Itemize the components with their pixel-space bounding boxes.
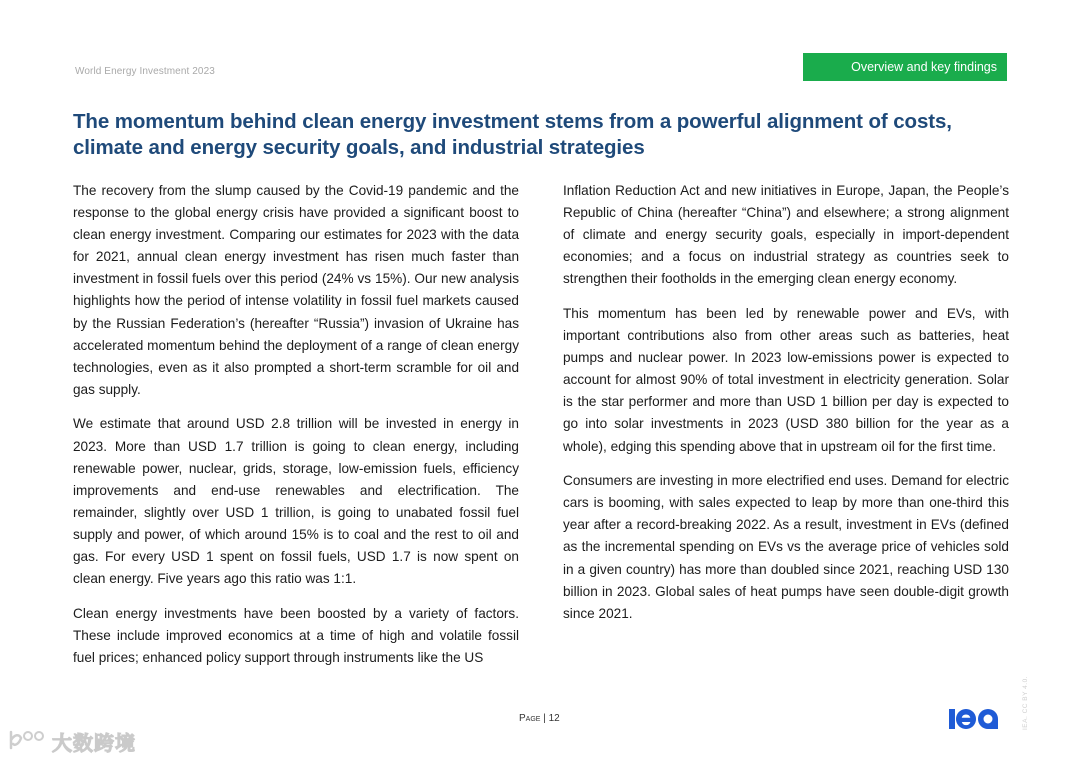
paragraph: We estimate that around USD 2.8 trillion will be invested in energy in 2023. More than USD 1.7 trillion is going to clean energy, including renewable power, nuclear, grids, storage, low-emission fuels, efficiency improvements and end-use renewables and electrification. The remainder, slightly over USD 1 trillion, is going to unabated fossil fuel supply and power, of which around 15% is to coal and the rest to oil and gas. For every USD 1 spent on fossil fuels, USD 1.7 is now spent on clean energy. Five years ago this ratio was 1:1.	[73, 416, 519, 587]
watermark	[8, 726, 136, 756]
iea-logo	[948, 703, 1008, 731]
section-tab: Overview and key findings	[803, 53, 1007, 81]
paragraph: Consumers are investing in more electrified end uses. Demand for electric cars is booming, with sales expected to leap by more than one-third this year after a record-breaking 2022. As a result, investment in EVs (defined as the incremental spending on EVs vs the average price of vehicles sold in a given country) has more than doubled since 2021, reaching USD 130 billion in 2023. Global sales of heat pumps have seen double-digit growth since 2021.	[563, 473, 1009, 621]
left-column	[73, 180, 519, 681]
watermark-text: 大数跨境	[52, 730, 136, 755]
page-title: The momentum behind clean energy investment stems from a powerful alignment of costs, climate and energy security goals, and industrial strategies	[73, 110, 952, 159]
page-number: Page | 12	[519, 713, 560, 724]
report-name: World Energy Investment 2023	[75, 66, 215, 77]
watermark-logo-icon	[8, 728, 48, 754]
paragraph: The recovery from the slump caused by the Covid-19 pandemic and the response to the global energy crisis have provided a significant boost to clean energy investment. Comparing our estimates for 2023 with the data for 2021, annual clean energy investment has risen much faster than investment in fossil fuels over this period (24% vs 15%). Our new analysis highlights how the period of intense volatility in fossil fuel markets caused by the Russian Federation’s (hereafter “Russia”) invasion of Ukraine has accelerated momentum behind the deployment of a range of clean energy technologies, even as it also prompted a short-term scramble for oil and gas supply.	[73, 183, 519, 397]
right-column	[563, 180, 1009, 637]
iea-logo-icon	[948, 703, 1008, 731]
paragraph: Clean energy investments have been boosted by a variety of factors. These include improved economics at a time of high and volatile fossil fuel prices; enhanced policy support through instruments like the US	[73, 605, 519, 665]
paragraph: Inflation Reduction Act and new initiatives in Europe, Japan, the People’s Republic of China (hereafter “China”) and elsewhere; a strong alignment of climate and energy security goals, especially in import-dependent economies; and a focus on industrial strategy as countries seek to strengthen their footholds in the emerging clean energy economy.	[563, 183, 1009, 287]
license-text: IEA. CC BY 4.0.	[1022, 676, 1029, 730]
paragraph: This momentum has been led by renewable power and EVs, with important contributions also from other areas such as batteries, heat pumps and nuclear power. In 2023 low-emissions power is expected to account for almost 90% of total investment in electricity generation. Solar is the star performer and more than USD 1 billion per day is expected to go into solar investments in 2023 (USD 380 billion for the year as a whole), edging this spending above that in upstream oil for the first time.	[563, 305, 1009, 454]
